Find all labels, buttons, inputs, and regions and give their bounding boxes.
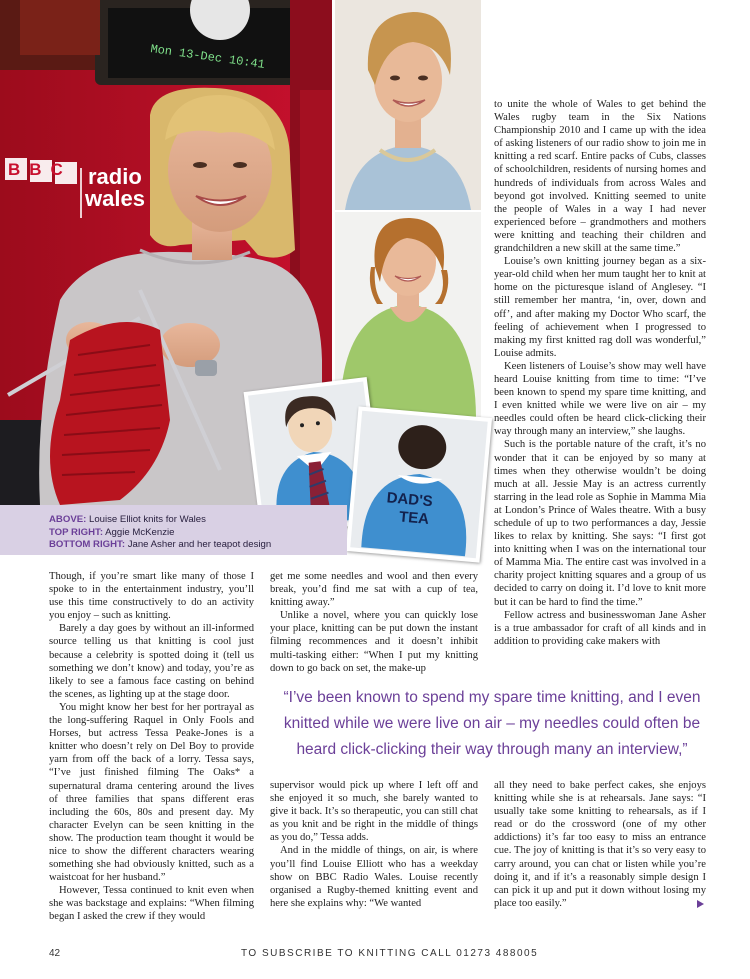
paragraph: supervisor would pick up where I left off and she enjoyed it so much, she barely wanted to give it back. It’s so therapeutic, you can still chat as you knit and be right in the middle of things as you do,” Tessa adds. [270, 780, 478, 844]
continue-arrow-icon [697, 900, 704, 908]
sign-text-radio: radio [88, 164, 142, 189]
article-column-2-top [270, 570, 478, 675]
paragraph: However, Tessa continued to knit even when she was backstage and explains: “When filming began I asked the crew if they would [49, 885, 254, 923]
sign-text-bbc: BBC [8, 160, 72, 179]
caption-line-top-right: TOP RIGHT: Aggie McKenzie [49, 526, 175, 538]
clock-display: Mon 13-Dec 10:41 [149, 42, 266, 72]
paragraph: all they need to bake perfect cakes, she enjoys knitting while she is at rehearsals. Jane says: “I usually take some knitting to rehearsals, as if I read or do the crossword (one of my other addictions) it’s far too easy to miss an entrance cue. The joy of knitting is that it’s so very easy to carry around, you can chat or listen while you’re doing it, and if it’s a reasonably simple design I can pick it up and put it down without losing my place too easily.” [494, 780, 706, 909]
paragraph: You might know her best for her portrayal as the long-suffering Raquel in Only Fools and Horses, but actress Tessa Peake-Jones is a knitter who doesn’t rely on Del Boy to provide yarn from off the back of a lorry. Tessa says, “I’ve just finished filming The Oaks* a supernatural drama centering around the lives of three families that spans different eras including the 60s, 80s and present day. My character Evelyn can be seen knitting in the show. The production team thought it would be nice to show the different characters wearing something she had obviously knitted, such as a waistcoat for her husband.” [49, 701, 254, 884]
paragraph: Barely a day goes by without an ill-informed source telling us that knitting is cool just because a celebrity is spotted doing it (tell us something we don’t know) and today, you’re as likely to see a famous face casting on behind the scenes, as lighting up at the stage door. [49, 623, 254, 700]
subscribe-footer: TO SUBSCRIBE TO KNITTING CALL 01273 488005 [241, 948, 539, 959]
page-number: 42 [49, 948, 61, 959]
teapot-text-dads: DAD'S [385, 489, 434, 511]
teapot-2-illustration [346, 406, 492, 562]
aggie-photo [335, 0, 481, 210]
sign-text-wales: wales [85, 186, 145, 211]
paragraph: Though, if you’re smart like many of those I spoke to in the entertainment industry, you’ll use this time constructively to do an activity you enjoy – such as knitting. [49, 571, 254, 622]
photo-caption [0, 505, 347, 555]
paragraph: Unlike a novel, where you can quickly lose your place, knitting can be put down the instant filming recommences and it doesn’t inhibit multi-tasking either: “When I put my knitting down to go back on set, the make-up [270, 610, 478, 674]
paragraph: get me some needles and wool and then every break, you’d find me sat with a cup of tea, knitting away.” [270, 571, 478, 609]
aggie-illustration [335, 0, 481, 210]
article-column-1 [49, 570, 254, 924]
article-column-2-bottom [270, 779, 478, 910]
pull-quote-line: knitted while we were live on air – my needles could often be [283, 715, 701, 732]
paragraph: Keen listeners of Louise’s show may well have heard Louise knitting from time to time: “I’ve been known to spend my spare time knitting, and I even knitted while we were live on air – my needles could often be heard click-clicking their way through many an interview,” she laughs. [494, 360, 706, 438]
paragraph: Fellow actress and businesswoman Jane Asher is a true ambassador for craft of all kinds and in addition to providing cake makers with [494, 609, 706, 647]
pull-quote-line: “I’ve been known to spend my spare time knitting, and I even [283, 689, 701, 706]
paragraph: Such is the portable nature of the craft, it’s no wonder that it can be enjoyed by so many at times when they otherwise wouldn’t be doing much at all. Jessie May is an actress currently starring in the lead role as Sophie in Mamma Mia at London’s Prince of Wales theatre. With a busy schedule of up to two performances a day, Jessie likes to relax by knitting. She says: “I first got into knitting when I was on the international tour of Mamma Mia. The entire cast was involved in a charity project knitting squares and a group of us decided to carry on doing it. I’d love to knit more but it can be hard to find the time.” [494, 439, 706, 608]
teapot-text-tea: TEA [398, 508, 430, 528]
article-column-3-bottom [494, 779, 706, 910]
paragraph: And in the middle of things, on air, is where you’ll find Louise Elliott who has a weekday show on BBC Radio Wales. Louise recently organised a Rugby-themed knitting event and here she explains why: “We wanted [270, 845, 478, 909]
pull-quote [268, 685, 716, 763]
pull-quote-line: heard click-clicking their way through many an interview,” [296, 741, 688, 758]
caption-line-above: ABOVE: Louise Elliot knits for Wales [49, 514, 206, 525]
teapot-photo-2 [346, 406, 492, 562]
paragraph: to unite the whole of Wales to get behind the Wales rugby team in the Six Nations Championship 2010 and I came up with the idea of asking listeners of our radio show to join me in knitting a red scarf. Entire packs of Cubs, classes of schoolchildren, residents of nursing homes and hundreds of individuals from across Wales and beyond got involved. Knitting seemed to unite the people of Wales in a way I had never experienced before – grandmothers and mothers were knitting and teaching their children and grandchildren a new skill at the same time.” [494, 99, 706, 255]
article-column-top-right [494, 98, 706, 648]
paragraph: Louise’s own knitting journey began as a six-year-old child when her mum taught her to knit at home on the picturesque island of Anglesey. “I still remember her mantra, ‘in, over, down and off’, and after making my Doctor Who scarf, the feeling of achievement when I progressed to making my first knitted rag doll was wonderful,” Louise admits. [494, 256, 706, 359]
caption-line-bottom-right: BOTTOM RIGHT: Jane Asher and her teapot design [49, 539, 272, 550]
